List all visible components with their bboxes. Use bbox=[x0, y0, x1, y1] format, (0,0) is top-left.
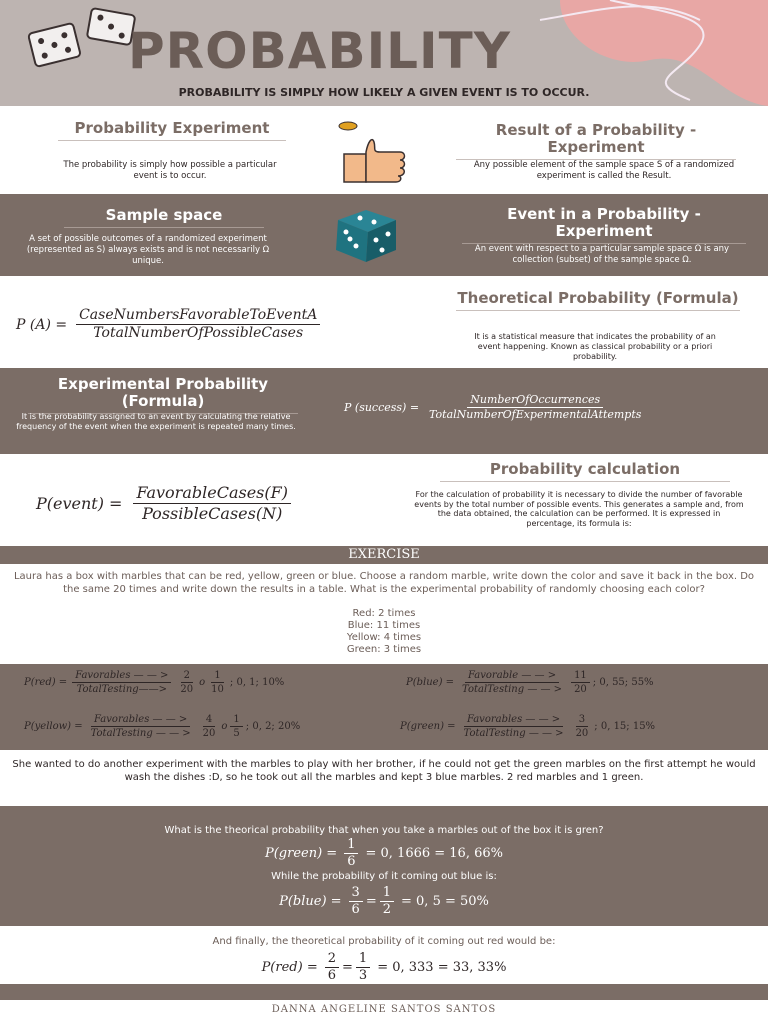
section-text: The probability is simply how possible a particular event is to occur. bbox=[63, 160, 277, 181]
calc-fraction bbox=[571, 670, 590, 695]
calc-sep: o bbox=[221, 721, 228, 732]
formula-result: = 0, 1666 = 16, 66% bbox=[365, 846, 503, 862]
exercise-section bbox=[0, 564, 768, 664]
calculation-formula bbox=[36, 484, 294, 522]
section-probability-calculation bbox=[0, 454, 768, 546]
formula-fraction bbox=[356, 952, 370, 984]
final-section bbox=[0, 926, 768, 984]
green-formula bbox=[0, 838, 768, 870]
theoretical-formula bbox=[16, 308, 323, 342]
calc-num: 3 bbox=[576, 714, 588, 727]
section-title: Theoretical Probability (Formula) bbox=[456, 290, 740, 311]
formula-numerator: 2 bbox=[325, 952, 339, 968]
calc-den: 20 bbox=[180, 684, 194, 695]
formula-fraction bbox=[426, 394, 644, 421]
section-text: It is a statistical measure that indicates the probability of an event happening. Known as classical probability or a priori probability. bbox=[474, 332, 716, 361]
calc-yellow bbox=[24, 714, 300, 739]
calc-num: Favorables — — > bbox=[72, 670, 171, 683]
calc-num: 1 bbox=[230, 714, 242, 727]
calc-den: 20 bbox=[202, 728, 216, 739]
section-text: For the calculation of probability it is necessary to divide the number of favorable events by the total number of possible events. This generates a sample and, from the data obtained, the calculation can be performed. It is expressed in percentage, its formula is: bbox=[414, 490, 744, 528]
formula-fraction bbox=[76, 308, 320, 342]
calc-num: 2 bbox=[181, 670, 193, 683]
calc-fraction bbox=[88, 714, 194, 739]
calc-den: 5 bbox=[233, 728, 240, 739]
section-sample-space bbox=[0, 194, 768, 276]
results-list bbox=[0, 608, 768, 656]
exercise-title: EXERCISE bbox=[348, 547, 420, 562]
header bbox=[0, 0, 768, 106]
formula-result: = 0, 5 = 50% bbox=[401, 894, 489, 910]
formula-numerator: 1 bbox=[356, 952, 370, 968]
calc-den: TotalTesting——> bbox=[76, 684, 168, 695]
calc-fraction bbox=[573, 714, 592, 739]
section-title: Probability Experiment bbox=[58, 120, 286, 141]
blue-intro: While the probability of it coming out blue is: bbox=[271, 871, 497, 882]
section-text: A set of possible outcomes of a randomized experiment (represented as S) always exists and is not necessarily Ω unique. bbox=[26, 234, 270, 266]
footer-bar bbox=[0, 984, 768, 1000]
calc-num: 11 bbox=[571, 670, 590, 683]
calc-fraction bbox=[200, 714, 219, 739]
section-title: Sample space bbox=[64, 206, 264, 228]
calc-fraction bbox=[461, 714, 567, 739]
formula-lhs: P(blue) = bbox=[279, 894, 342, 910]
formula-lhs: P (A) = bbox=[16, 316, 68, 333]
red-formula bbox=[0, 952, 768, 984]
calc-red bbox=[24, 670, 284, 695]
calc-num: 1 bbox=[211, 670, 223, 683]
calc-lhs: P(red) = bbox=[24, 677, 68, 688]
calc-result: ; 0, 15; 15% bbox=[594, 721, 656, 732]
thumbs-up-coin-icon bbox=[332, 116, 412, 194]
section-theoretical-probability bbox=[0, 276, 768, 368]
calc-result: ; 0, 55; 55% bbox=[592, 677, 654, 688]
section-title: Experimental Probability (Formula) bbox=[28, 376, 298, 414]
formula-denominator: PossibleCases(N) bbox=[142, 503, 283, 523]
calc-lhs: P(yellow) = bbox=[24, 721, 83, 732]
calc-result: ; 0, 2; 20% bbox=[245, 721, 301, 732]
formula-result: = 0, 333 = 33, 33% bbox=[377, 960, 507, 976]
calc-blue bbox=[406, 670, 654, 695]
calc-den: TotalTesting — — > bbox=[462, 684, 563, 695]
calc-sep: o bbox=[199, 677, 206, 688]
blue-die-icon bbox=[330, 206, 410, 266]
formula-fraction bbox=[133, 484, 291, 522]
calc-den: TotalTesting — — > bbox=[463, 728, 564, 739]
formula-fraction bbox=[344, 838, 358, 870]
equals-sign: = bbox=[342, 960, 353, 976]
exercise-text: Laura has a box with marbles that can be red, yellow, green or blue. Choose a random marble, write down the color and save it back in the box. Do the same 20 times and write down the results in a table. What is the experimental probability of randomly choosing each color? bbox=[13, 571, 755, 595]
experimental-formula bbox=[344, 394, 647, 421]
formula-denominator: 6 bbox=[327, 968, 336, 984]
calc-num: Favorables — — > bbox=[91, 714, 190, 727]
calc-fraction bbox=[208, 670, 227, 695]
calc-result: ; 0, 1; 10% bbox=[229, 677, 285, 688]
equals-sign: = bbox=[365, 894, 377, 910]
formula-numerator: 3 bbox=[349, 886, 363, 902]
formula-denominator: TotalNumberOfPossibleCases bbox=[93, 325, 304, 342]
formula-lhs: P(event) = bbox=[36, 493, 123, 513]
formula-numerator: CaseNumbersFavorableToEventA bbox=[76, 308, 320, 325]
calc-fraction bbox=[72, 670, 171, 695]
second-experiment-text: She wanted to do another experiment with the marbles to play with her brother, if he could not get the green marbles on the first attempt he would wash the dishes :D, so he took out all the marbles and kept 3 blue marbles. 2 red marbles and 1 green. bbox=[12, 759, 756, 783]
section-title: Probability calculation bbox=[440, 460, 730, 482]
result-item: Green: 3 times bbox=[346, 644, 422, 655]
formula-fraction bbox=[380, 886, 394, 918]
formula-numerator: 1 bbox=[380, 886, 394, 902]
result-item: Yellow: 4 times bbox=[346, 632, 422, 643]
calc-den: 20 bbox=[574, 684, 587, 695]
calc-num: 4 bbox=[203, 714, 215, 727]
formula-denominator: 3 bbox=[358, 968, 368, 984]
author-name: DANNA ANGELINE SANTOS SANTOS bbox=[271, 1004, 497, 1015]
formula-numerator: NumberOfOccurrences bbox=[467, 394, 603, 408]
section-title: Event in a Probability - Experiment bbox=[462, 206, 746, 244]
second-experiment-section bbox=[0, 750, 768, 806]
formula-fraction bbox=[349, 886, 363, 918]
calc-den: 10 bbox=[211, 684, 224, 695]
calc-lhs: P(green) = bbox=[400, 721, 456, 732]
formula-denominator: TotalNumberOfExperimentalAttempts bbox=[429, 408, 642, 422]
formula-lhs: P(red) = bbox=[261, 960, 318, 976]
exercise-banner bbox=[0, 546, 768, 564]
calc-num: Favorables — — > bbox=[464, 714, 563, 727]
formula-denominator: 6 bbox=[347, 854, 356, 870]
result-item: Red: 2 times bbox=[352, 608, 416, 619]
calc-den: 20 bbox=[575, 728, 589, 739]
formula-numerator: 1 bbox=[344, 838, 358, 854]
calc-fraction bbox=[230, 714, 242, 739]
formula-lhs: P(green) = bbox=[264, 846, 338, 862]
dice-icon bbox=[22, 4, 142, 84]
calc-lhs: P(blue) = bbox=[406, 677, 455, 688]
section-title: Result of a Probability - Experiment bbox=[456, 122, 736, 160]
formula-fraction bbox=[325, 952, 339, 984]
section-text: An event with respect to a particular sample space Ω is any collection (subset) of the sample space Ω. bbox=[474, 244, 730, 265]
formula-lhs: P (success) = bbox=[344, 401, 420, 415]
final-intro: And finally, the theoretical probability of it coming out red would be: bbox=[212, 936, 556, 947]
formula-denominator: 2 bbox=[382, 902, 392, 918]
theory-question: What is the theorical probability that when you take a marbles out of the box it is gren? bbox=[164, 825, 604, 836]
theoretical-section bbox=[0, 806, 768, 926]
section-probability-experiment bbox=[0, 106, 768, 194]
section-text: It is the probability assigned to an event by calculating the relative frequency of the event when the experiment is repeated many times. bbox=[16, 412, 296, 431]
experimental-calculations bbox=[0, 664, 768, 750]
formula-denominator: 6 bbox=[351, 902, 360, 918]
result-item: Blue: 11 times bbox=[347, 620, 421, 631]
calc-num: Favorable — — > bbox=[465, 670, 559, 683]
footer bbox=[0, 1000, 768, 1024]
blue-formula bbox=[0, 886, 768, 918]
calc-fraction bbox=[459, 670, 565, 695]
formula-numerator: FavorableCases(F) bbox=[133, 484, 291, 504]
calc-fraction bbox=[177, 670, 196, 695]
section-experimental-probability bbox=[0, 368, 768, 454]
section-text: Any possible element of the sample space S of a randomized experiment is called the Result. bbox=[473, 160, 735, 181]
page-title: PROBABILITY bbox=[128, 22, 511, 80]
calc-green bbox=[400, 714, 655, 739]
calc-den: TotalTesting — — > bbox=[90, 728, 191, 739]
tagline: PROBABILITY IS SIMPLY HOW LIKELY A GIVEN EVENT IS TO OCCUR. bbox=[178, 86, 590, 99]
